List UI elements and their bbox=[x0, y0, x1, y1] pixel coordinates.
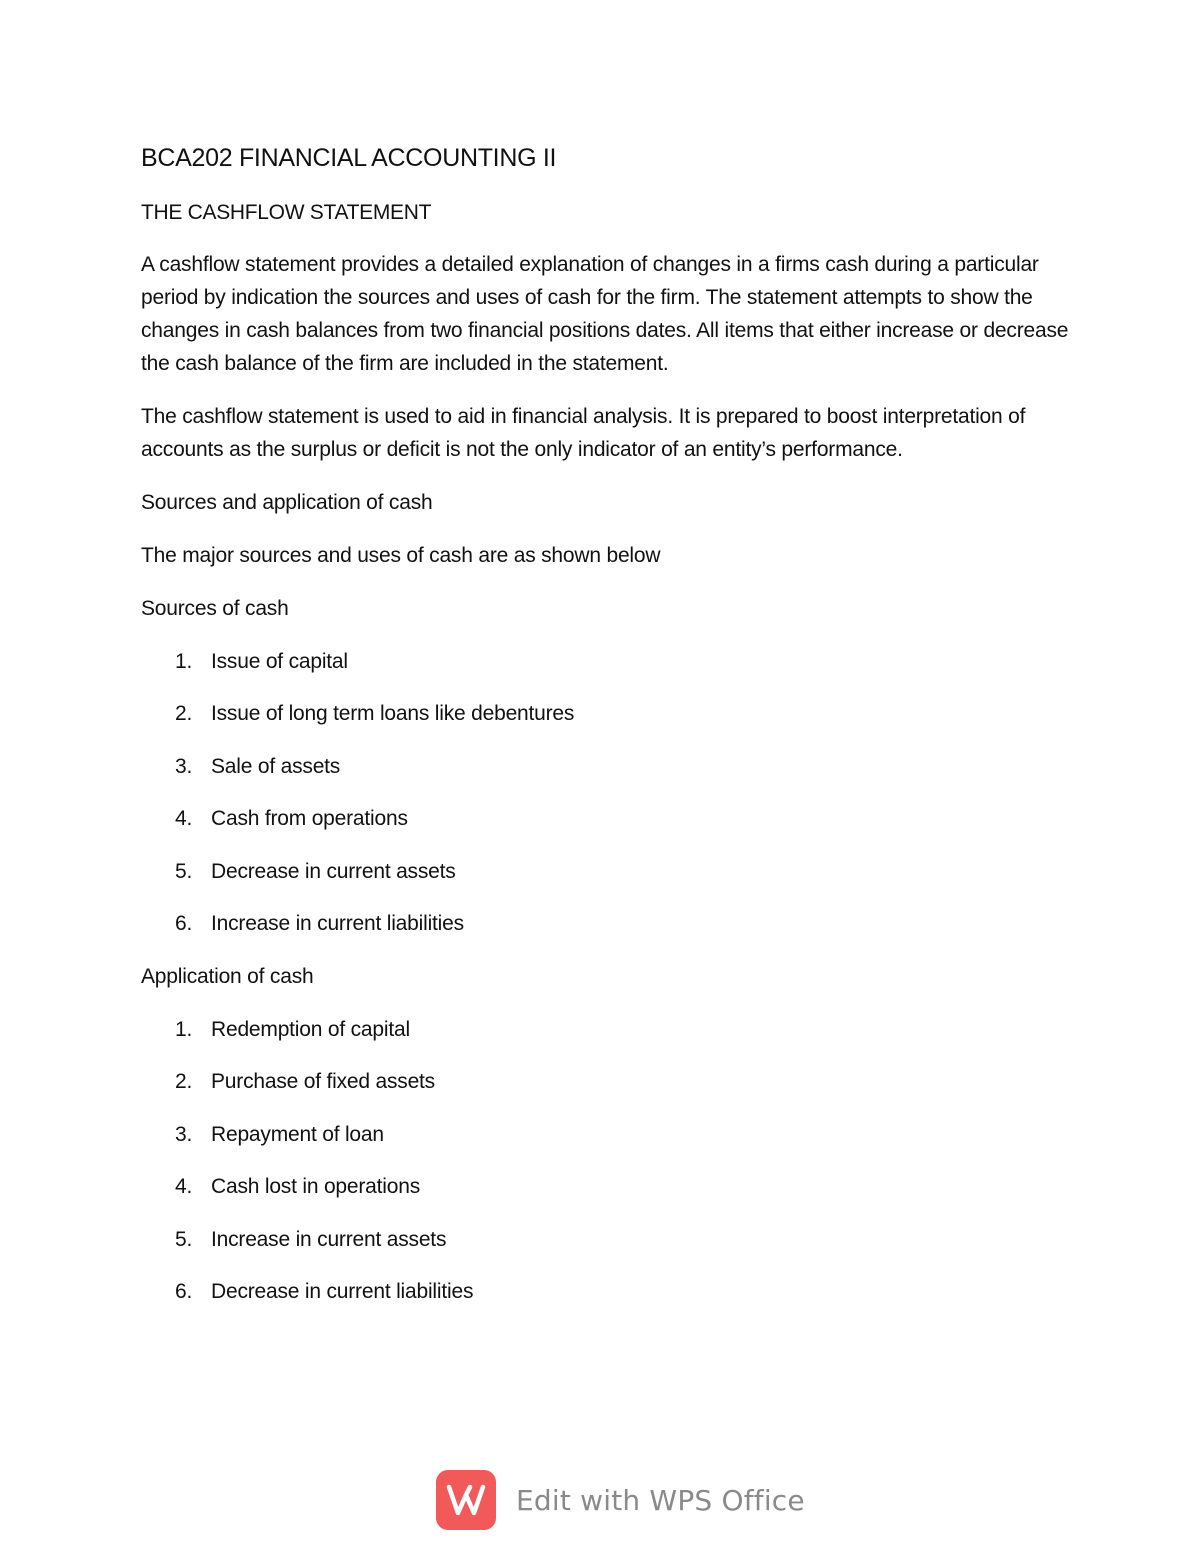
list-text: Redemption of capital bbox=[211, 1017, 410, 1041]
sources-heading: Sources of cash bbox=[141, 597, 289, 620]
list-text: Increase in current liabilities bbox=[211, 912, 464, 935]
applications-list bbox=[141, 1013, 1071, 1309]
list-item bbox=[141, 855, 1071, 888]
list-text: Purchase of fixed assets bbox=[211, 1070, 435, 1093]
list-text: Decrease in current liabilities bbox=[211, 1280, 474, 1303]
list-text: Sale of assets bbox=[211, 754, 341, 778]
list-item bbox=[141, 1170, 1071, 1203]
document-page bbox=[141, 140, 1071, 1308]
list-number: 2. bbox=[175, 1070, 193, 1093]
list-number: 1. bbox=[175, 649, 193, 673]
wps-edit-label[interactable]: Edit with WPS Office bbox=[516, 1483, 805, 1517]
application-heading: Application of cash bbox=[141, 965, 314, 988]
list-number: 5. bbox=[175, 1227, 193, 1251]
list-item bbox=[141, 802, 1071, 835]
list-item bbox=[141, 1275, 1071, 1308]
list-number: 1. bbox=[175, 1017, 193, 1041]
list-item bbox=[141, 645, 1071, 678]
list-item bbox=[141, 907, 1071, 940]
list-number: 6. bbox=[175, 1280, 193, 1303]
sources-list bbox=[141, 645, 1071, 941]
list-text: Decrease in current assets bbox=[211, 859, 456, 883]
list-text: Cash lost in operations bbox=[211, 1175, 421, 1198]
wps-edit-banner[interactable] bbox=[436, 1470, 805, 1530]
document-title: BCA202 FINANCIAL ACCOUNTING II bbox=[141, 144, 557, 172]
list-text: Repayment of loan bbox=[211, 1122, 384, 1146]
list-number: 3. bbox=[175, 1122, 193, 1146]
paragraph-intro: A cashflow statement provides a detailed explanation of changes in a firms cash during a particular period by indication the sources and uses of cash for the firm. The statement attempts to show the changes in cash balances from two financial positions dates. All items that either increase or decrease the cash balance of the firm are included in the statement. bbox=[141, 253, 1069, 375]
wps-logo-icon bbox=[436, 1470, 496, 1530]
list-number: 4. bbox=[175, 807, 193, 830]
list-number: 3. bbox=[175, 754, 193, 778]
list-item bbox=[141, 1223, 1071, 1256]
list-text: Issue of long term loans like debentures bbox=[211, 702, 575, 725]
list-number: 4. bbox=[175, 1175, 193, 1198]
list-item bbox=[141, 1118, 1071, 1151]
section-title: THE CASHFLOW STATEMENT bbox=[141, 201, 432, 224]
list-number: 5. bbox=[175, 859, 193, 883]
sources-application-heading: Sources and application of cash bbox=[141, 491, 433, 514]
list-text: Issue of capital bbox=[211, 649, 348, 673]
list-number: 6. bbox=[175, 912, 193, 935]
intro-line: The major sources and uses of cash are as shown below bbox=[141, 544, 661, 567]
list-item bbox=[141, 1065, 1071, 1098]
list-item bbox=[141, 750, 1071, 783]
list-item bbox=[141, 697, 1071, 730]
list-number: 2. bbox=[175, 702, 193, 725]
list-text: Increase in current assets bbox=[211, 1227, 447, 1251]
list-item bbox=[141, 1013, 1071, 1046]
paragraph-purpose: The cashflow statement is used to aid in financial analysis. It is prepared to boost interpretation of accounts as the surplus or deficit is not the only indicator of an entity’s performance. bbox=[141, 405, 1026, 461]
list-text: Cash from operations bbox=[211, 807, 408, 830]
